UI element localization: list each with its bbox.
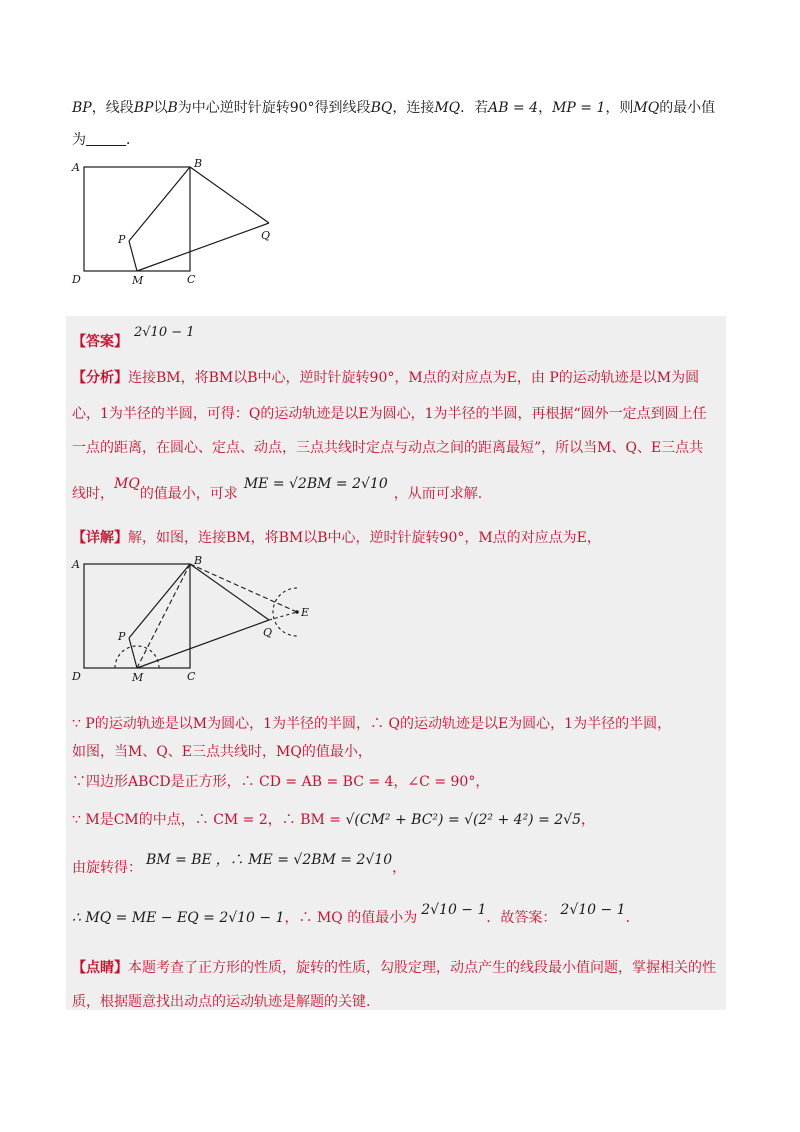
text: ． (625, 910, 640, 926)
seg-bq-line (190, 167, 269, 223)
label-a-2: A (72, 558, 80, 571)
seg-bp-line (129, 167, 190, 241)
square-abcd (84, 167, 190, 271)
label-b: B (194, 157, 203, 170)
semicircle-m (115, 646, 159, 668)
comment-label: 【点睛】 (72, 960, 128, 976)
seg-mq: MQ (434, 100, 461, 116)
formula-bm: √(CM² + BC²) = √(2² + 4²) = 2√5 (345, 812, 582, 828)
label-d-2: D (72, 670, 81, 683)
seg-bp-2: BP (133, 100, 154, 116)
text: 解，如图，连接BM，将BM以B中心，逆时针旋转90°，M点的对应点为E， (128, 530, 601, 546)
text: 本题考查了正方形的性质，旋转的性质，勾股定理，动点产生的线段最小值问题，掌握相关的性 (128, 960, 716, 976)
seg-bq-line-2 (190, 564, 269, 620)
figure-2 (66, 550, 326, 685)
seg-bq: BQ (370, 100, 393, 116)
formula-mq: ∴ MQ = ME − EQ = 2√10 − 1 (72, 910, 285, 926)
analysis-line-4 (72, 476, 483, 504)
solution-line-3: ∵四边形ABCD是正方形，∴ CD = AB = BC = 4，∠C = 90°， (72, 774, 490, 790)
label-c-2: C (187, 670, 196, 683)
given-mp: MP = 1 (552, 100, 606, 116)
detail-label: 【详解】 (72, 530, 128, 546)
text: 连接BM，将BM以B中心，逆时针旋转90°，M点的对应点为E，由 P的运动轨迹是以M为圆 (128, 370, 700, 386)
analysis-label: 【分析】 (72, 370, 128, 386)
formula-bm-be: BM = BE (146, 852, 212, 868)
analysis-line-3: 一点的距离，在圆心、定点、动点，三点共线时定点与动点之间的距离最短”，所以当M、Q、E三点共 (72, 440, 704, 456)
label-c: C (187, 273, 196, 286)
text: ，则 (605, 100, 634, 116)
answer-label: 【答案】 (72, 334, 128, 350)
label-e-2: E (301, 606, 310, 619)
detail-line (72, 528, 601, 548)
text: ， (538, 100, 553, 116)
text: ． (126, 132, 140, 148)
angle: 90° (289, 100, 315, 116)
text: 为中心逆时针旋转 (177, 100, 290, 116)
solution-line-1: ∵ P的运动轨迹是以M为圆心，1为半径的半圆，∴ Q的运动轨迹是以E为圆心，1为半径的半圆， (72, 716, 672, 732)
answer-value: 2√10 − 1 (134, 325, 195, 340)
comment-line-1 (72, 958, 716, 978)
label-d: D (72, 273, 81, 286)
seg-be-dashed (190, 564, 297, 612)
label-p: P (118, 233, 126, 246)
label-a: A (72, 161, 80, 174)
semicircle-e (273, 588, 297, 636)
formula: ME = √2BM = 2√10 (243, 476, 388, 492)
label-p-2: P (118, 630, 126, 643)
text: 线时， (72, 486, 114, 502)
seg-pm-line (129, 241, 137, 271)
figure-1 (66, 155, 286, 290)
text: ， (581, 812, 596, 828)
text: 得到线段 (314, 100, 371, 116)
label-m: M (132, 274, 144, 287)
point-e (295, 610, 299, 614)
formula-answer: 2√10 − 1 (560, 902, 626, 918)
question-line-1 (72, 98, 715, 118)
square-abcd-2 (84, 564, 190, 668)
label-q: Q (261, 229, 271, 242)
label-q-2: Q (263, 626, 273, 639)
seg-bp: BP (72, 100, 92, 116)
label-m-2: M (132, 671, 144, 684)
text: ∵ M是CM的中点，∴ CM = 2，∴ BM = (72, 812, 346, 828)
question-line-2 (72, 130, 140, 150)
analysis-line-2: 心，1为半径的半圆，可得：Q的运动轨迹是以E为圆心，1为半径的半圆，再根据“圆外一定点到圆上任 (72, 406, 707, 422)
seg-mq: MQ (114, 476, 140, 492)
seg-mq-2: MQ (633, 100, 660, 116)
point-b: B (167, 100, 178, 116)
seg-pm-line-2 (129, 638, 137, 668)
answer-blank (86, 131, 126, 146)
comment-line-2: 质，根据题意找出动点的运动轨迹是解题的关键. (72, 994, 371, 1010)
seg-mq-line (137, 223, 269, 271)
answer-line (72, 325, 195, 353)
solution-line-6 (72, 902, 640, 928)
text: ，∴ MQ 的值最小为 (284, 910, 418, 926)
label-b-2: B (194, 554, 203, 567)
text: ， (392, 860, 407, 876)
text: 以 (153, 100, 168, 116)
text: 为 (72, 132, 86, 148)
given-ab: AB = 4 (488, 100, 539, 116)
seg-bm-dashed (137, 564, 190, 668)
solution-line-4 (72, 810, 595, 830)
text: 的最小值 (659, 100, 716, 116)
text: 由旋转得： (72, 860, 142, 876)
text: ，从而可求解. (393, 486, 483, 502)
solution-line-5 (72, 852, 407, 878)
analysis-line-1 (72, 368, 699, 388)
text: 的值最小，可求 (139, 486, 238, 502)
text: ，线段 (91, 100, 134, 116)
solution-line-2: 如图，当M、Q、E三点共线时，MQ的值最小， (72, 744, 372, 760)
text: ．若 (460, 100, 489, 116)
text: ．故答案： (486, 910, 557, 926)
text: ，连接 (392, 100, 435, 116)
seg-mq-line-2 (137, 620, 269, 668)
formula-min: 2√10 − 1 (421, 902, 487, 918)
formula-me: ，∴ ME = √2BM = 2√10 (215, 852, 393, 868)
seg-bp-line-2 (129, 564, 190, 638)
